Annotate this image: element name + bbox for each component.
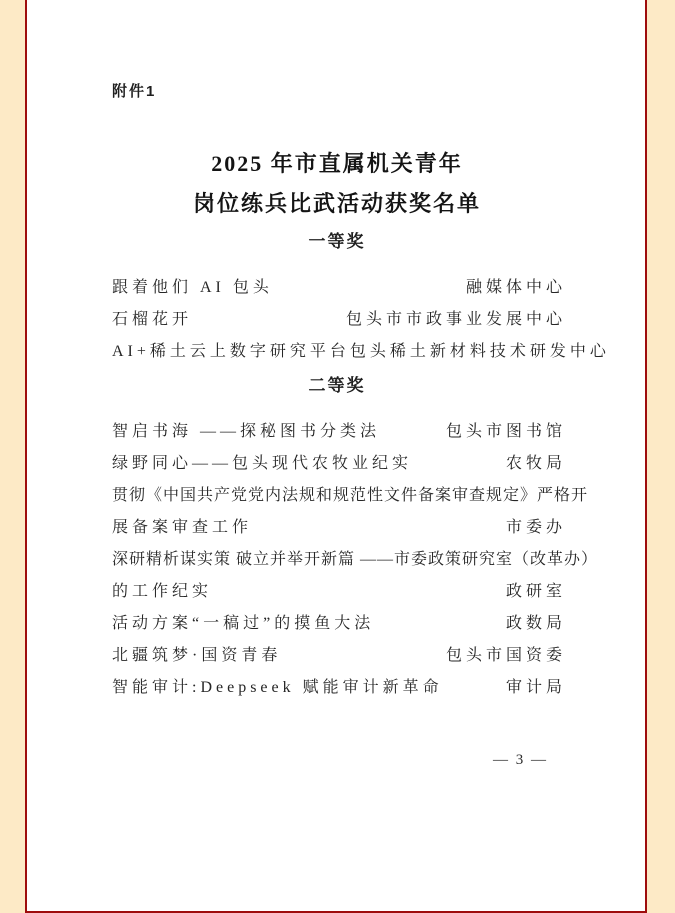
award-entry — [112, 544, 599, 608]
entry-organization: 审计局 — [505, 679, 566, 696]
entry-work-title: 展备案审查工作 — [112, 519, 253, 536]
page-number: — 3 — — [493, 752, 548, 768]
entry-line — [112, 672, 566, 704]
entry-line — [112, 304, 566, 336]
entry-work-title: 的工作纪实 — [112, 583, 213, 600]
award-entry — [112, 336, 610, 368]
award-entry — [112, 640, 566, 672]
document-page — [25, 0, 647, 913]
section-heading: 二等奖 — [308, 376, 366, 395]
section-heading: 一等奖 — [308, 232, 366, 251]
entry-organization: 政研室 — [505, 583, 566, 600]
document-title-line2: 岗位练兵比武活动获奖名单 — [192, 191, 481, 216]
entry-organization: 包头市市政事业发展中心 — [345, 311, 566, 328]
entry-line — [112, 512, 566, 544]
award-entry — [112, 304, 566, 336]
entry-line — [112, 336, 610, 368]
award-entry — [112, 448, 566, 480]
award-entry — [112, 672, 566, 704]
entry-work-title: 石榴花开 — [112, 311, 193, 328]
award-entry — [112, 608, 566, 640]
entry-organization: 包头稀土新材料技术研发中心 — [349, 343, 610, 360]
entry-list — [112, 416, 599, 704]
entry-work-title: 绿野同心——包头现代农牧业纪实 — [112, 455, 413, 472]
entry-organization: 包头市国资委 — [445, 647, 566, 664]
award-section — [112, 230, 610, 368]
entry-line — [112, 416, 566, 448]
document-title-line1: 2025 年市直属机关青年 — [211, 151, 463, 176]
page-content — [27, 0, 645, 769]
entry-organization: 市委办 — [505, 519, 566, 536]
entry-title-overflow-line: 贯彻《中国共产党党内法规和规范性文件备案审查规定》严格开 — [112, 487, 589, 504]
entry-line — [112, 272, 566, 304]
entry-work-title: 智能审计:Deepseek 赋能审计新革命 — [112, 679, 443, 696]
entry-line — [112, 448, 566, 480]
entry-work-title: 智启书海 ——探秘图书分类法 — [112, 423, 381, 440]
entry-work-title: AI+稀土云上数字研究平台 — [112, 343, 350, 360]
entry-work-title: 活动方案“一稿过”的摸鱼大法 — [112, 615, 375, 632]
entry-organization: 政数局 — [505, 615, 566, 632]
award-entry — [112, 272, 566, 304]
entry-organization: 融媒体中心 — [465, 279, 566, 296]
award-sections — [112, 230, 610, 704]
entry-organization: 包头市图书馆 — [445, 423, 566, 440]
entry-list — [112, 272, 610, 368]
attachment-label: 附件1 — [112, 83, 157, 100]
entry-line — [112, 608, 566, 640]
award-section — [112, 374, 599, 704]
entry-line — [112, 640, 566, 672]
entry-line — [112, 576, 566, 608]
award-entry — [112, 480, 589, 544]
entry-work-title: 跟着他们 AI 包头 — [112, 279, 273, 296]
entry-title-overflow-line: 深研精析谋实策 破立并举开新篇 ——市委政策研究室（改革办） — [112, 551, 599, 568]
entry-organization: 农牧局 — [505, 455, 566, 472]
award-entry — [112, 416, 566, 448]
entry-work-title: 北疆筑梦·国资青春 — [112, 647, 282, 664]
document-title — [112, 144, 562, 224]
